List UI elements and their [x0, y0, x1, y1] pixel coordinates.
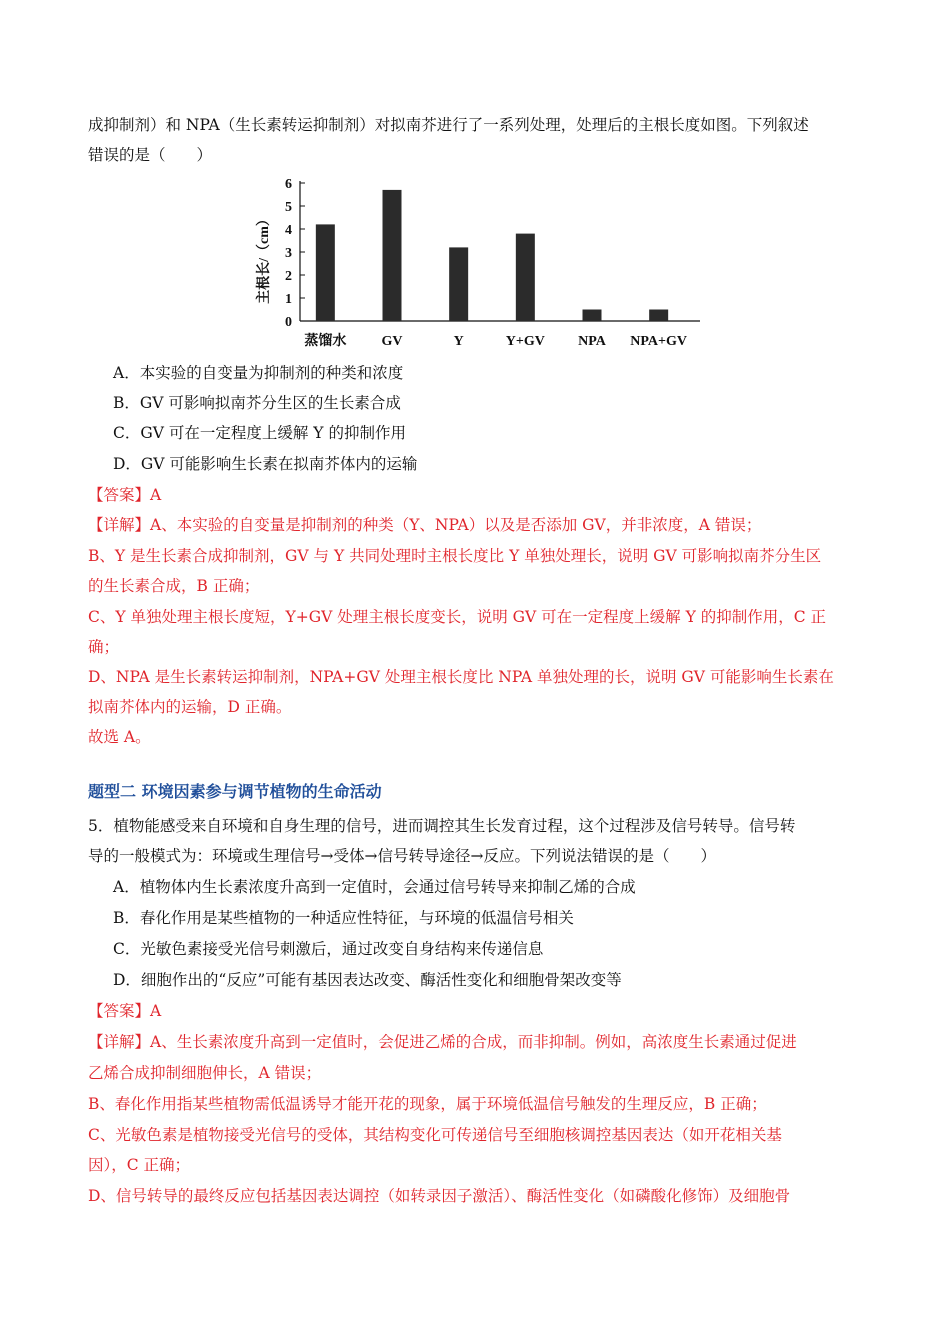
q4-explanation-line: 确； — [88, 638, 120, 656]
y-tick-label: 3 — [285, 246, 292, 261]
y-tick-label: 6 — [285, 177, 292, 192]
q5-stem-line1: 5．植物能感受来自环境和自身生理的信号，进而调控其生长发育过程，这个过程涉及信号转导。信号转 — [88, 817, 796, 835]
x-tick-label: 蒸馏水 — [304, 334, 347, 349]
chart-y-axis-label: 主根长/（cm） — [257, 212, 272, 304]
chart-bars — [316, 190, 668, 321]
q5-explanation-line: 【详解】A、生长素浓度升高到一定值时，会促进乙烯的合成，而非抑制。例如，高浓度生长素通过促进 — [88, 1033, 797, 1051]
q5-stem-line2: 导的一般模式为：环境或生理信号→受体→信号转导途径→反应。下列说法错误的是（ ） — [88, 847, 716, 865]
root-length-bar-chart — [250, 168, 710, 354]
q5-explanation-line: 乙烯合成抑制细胞伸长，A 错误； — [88, 1064, 322, 1082]
q4-option-b: B．GV 可影响拟南芥分生区的生长素合成 — [113, 394, 401, 412]
x-tick-label: Y+GV — [505, 334, 545, 349]
q5-explanation-line: D、信号转导的最终反应包括基因表达调控（如转录因子激活）、酶活性变化（如磷酸化修饰）及细胞骨 — [88, 1187, 791, 1205]
q5-explanation-line: B、春化作用指某些植物需低温诱导才能开花的现象，属于环境低温信号触发的生理反应，B 正确； — [88, 1095, 767, 1113]
y-tick-label: 2 — [285, 269, 292, 284]
bar — [383, 190, 402, 321]
x-tick-label: NPA — [578, 334, 606, 349]
y-tick-label: 5 — [285, 200, 292, 215]
q4-option-a: A．本实验的自变量为抑制剂的种类和浓度 — [113, 364, 404, 382]
bar — [516, 234, 535, 321]
chart-y-ticks — [285, 177, 305, 330]
chart-axes — [300, 181, 700, 321]
q4-stem-line2: 错误的是（ ） — [88, 146, 213, 164]
q5-explanation-line: 因），C 正确； — [88, 1156, 191, 1174]
q4-option-c: C．GV 可在一定程度上缓解 Y 的抑制作用 — [113, 424, 406, 442]
y-tick-label: 0 — [285, 315, 292, 330]
x-tick-label: NPA+GV — [630, 334, 688, 349]
q5-option-b: B．春化作用是某些植物的一种适应性特征，与环境的低温信号相关 — [113, 909, 574, 927]
q4-explanation-line: 【详解】A、本实验的自变量是抑制剂的种类（Y、NPA）以及是否添加 GV，并非浓度，A 错误； — [88, 516, 762, 534]
bar — [316, 224, 335, 321]
q4-explanation-line: 拟南芥体内的运输，D 正确。 — [88, 698, 292, 716]
q4-explanation-line: 故选 A。 — [88, 728, 151, 746]
q4-explanation-line: 的生长素合成，B 正确； — [88, 577, 260, 595]
y-tick-label: 4 — [285, 223, 292, 238]
bar — [449, 247, 468, 321]
q4-explanation-line: B、Y 是生长素合成抑制剂，GV 与 Y 共同处理时主根长度比 Y 单独处理长，说明 GV 可影响拟南芥分生区 — [88, 547, 822, 565]
x-tick-label: Y — [453, 334, 464, 349]
q4-option-d: D．GV 可能影响生长素在拟南芥体内的运输 — [113, 455, 418, 473]
q4-explanation-line: C、Y 单独处理主根长度短，Y+GV 处理主根长度变长，说明 GV 可在一定程度上缓解 Y 的抑制作用，C 正 — [88, 608, 827, 626]
q4-explanation-line: D、NPA 是生长素转运抑制剂，NPA+GV 处理主根长度比 NPA 单独处理的长，说明 GV 可能影响生长素在 — [88, 668, 834, 686]
q5-option-a: A．植物体内生长素浓度升高到一定值时，会通过信号转导来抑制乙烯的合成 — [113, 878, 636, 896]
q4-answer: 【答案】A — [88, 486, 162, 504]
q5-option-c: C．光敏色素接受光信号刺激后，通过改变自身结构来传递信息 — [113, 940, 544, 958]
section-heading: 题型二 环境因素参与调节植物的生命活动 — [88, 782, 382, 801]
bar — [649, 310, 668, 322]
chart-x-ticks — [304, 332, 687, 349]
q5-option-d: D．细胞作出的“反应”可能有基因表达改变、酶活性变化和细胞骨架改变等 — [113, 971, 622, 989]
x-tick-label: GV — [381, 334, 403, 349]
bar — [583, 310, 602, 322]
q5-answer: 【答案】A — [88, 1002, 162, 1020]
q4-stem-line1: 成抑制剂）和 NPA（生长素转运抑制剂）对拟南芥进行了一系列处理，处理后的主根长度如图。下列叙述 — [88, 116, 809, 134]
y-tick-label: 1 — [285, 292, 292, 307]
q5-explanation-line: C、光敏色素是植物接受光信号的受体，其结构变化可传递信号至细胞核调控基因表达（如开花相关基 — [88, 1126, 782, 1144]
